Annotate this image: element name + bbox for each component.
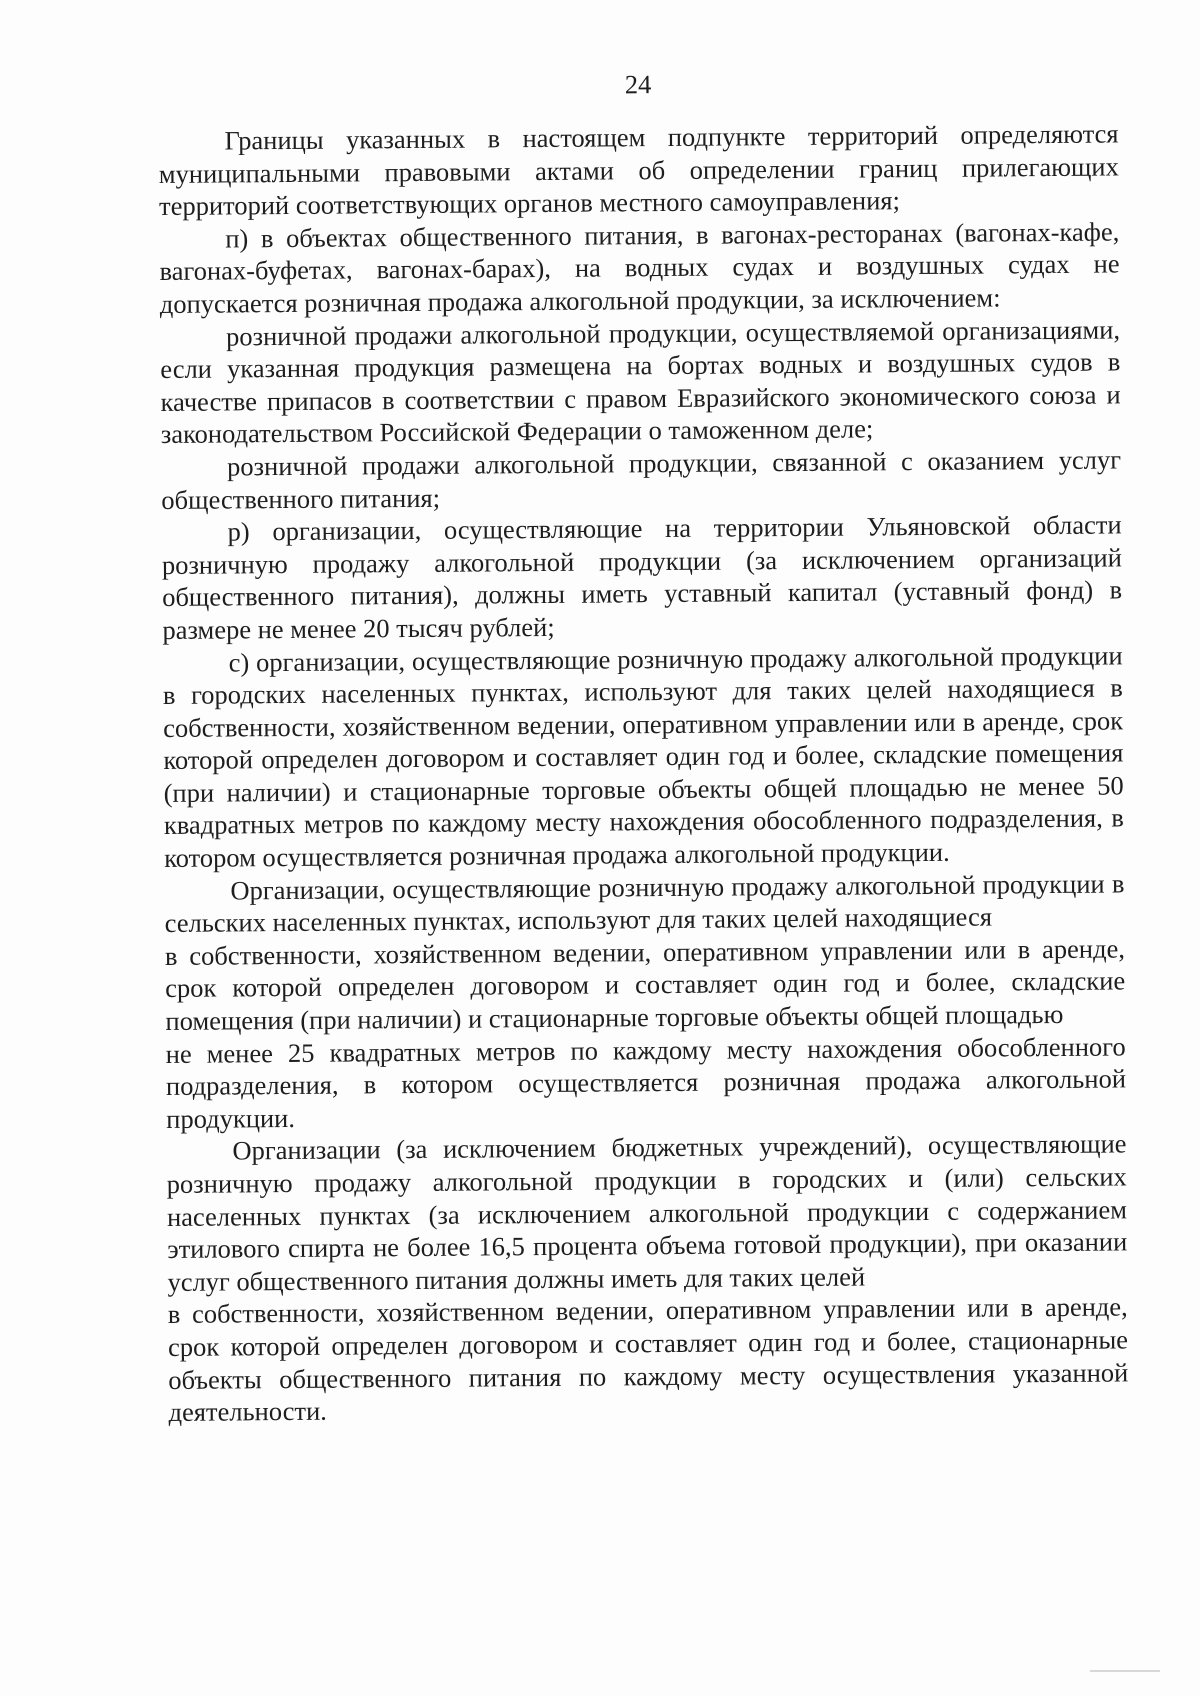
paragraph-rural-continuation-1: в собственности, хозяйственном ведении, оперативном управлении или в аренде, срок которой определен договором и составляет один год и более, складские помещения (при наличии) и стационарные торговые объекты общей площадью xyxy=(164,933,1126,1037)
page-content xyxy=(158,64,1129,1428)
paragraph-item-s: с) организации, осуществляющие розничную продажу алкогольной продукции в городских населенных пунктах, используют для таких целей находящиеся в собственности, хозяйственном ведении, оперативном управлении или в аренде, срок которой определен договором и составляет один год и более, складские помещения (при наличии) и стационарные торговые объекты общей площадью не менее 50 квадратных метров по каждому месту нахождения обособленного подразделения, в котором осуществляется розничная продажа алкогольной продукции. xyxy=(162,639,1125,874)
paragraph-catering-organizations: Организации (за исключением бюджетных учреждений), осуществляющие розничную продажу алкогольной продукции в городских и (или) сельских населенных пунктах (за исключением алкогольной продукции с содержанием этилового спирта не более 16,5 процента объема готовой продукции), при оказании услуг общественного питания должны иметь для таких целей xyxy=(166,1128,1128,1297)
scan-edge-mark xyxy=(1090,1670,1160,1672)
paragraph-catering-continuation: в собственности, хозяйственном ведении, оперативном управлении или в аренде, срок которой определен договором и составляет один год и более, стационарные объекты общественного питания по каждому месту осуществления указанной деятельности. xyxy=(167,1291,1129,1428)
paragraph-rural-organizations: Организации, осуществляющие розничную продажу алкогольной продукции в сельских населенных пунктах, используют для таких целей находящиеся xyxy=(164,868,1125,939)
page-number: 24 xyxy=(624,69,652,100)
paragraph-item-p: п) в объектах общественного питания, в вагонах-ресторанах (вагонах-кафе, вагонах-буфетах, вагонах-барах), на водных судах и воздушных судах не допускается розничная продажа алкогольной продукции, за исключением: xyxy=(159,216,1120,319)
paragraph-exception-catering: розничной продажи алкогольной продукции, связанной с оказанием услуг общественного питания; xyxy=(161,444,1122,515)
paragraph-exception-vessels: розничной продажи алкогольной продукции, осуществляемой организациями, если указанная продукция размещена на бортах водных и воздушных судов в качестве припасов в соответствии с правом Евразийского экономического союза и законодательством Российской Федерации о таможенном деле; xyxy=(160,314,1121,450)
paragraph-territory-borders: Границы указанных в настоящем подпункте территорий определяются муниципальными правовыми актами об определении границ прилегающих территорий соответствующих органов местного самоуправления; xyxy=(158,118,1119,222)
paragraph-item-r: р) организации, осуществляющие на территории Ульяновской области розничную продажу алкогольной продукции (за исключением организаций общественного питания), должны иметь уставный капитал (уставный фонд) в размере не менее 20 тысяч рублей; xyxy=(161,509,1123,645)
paragraph-rural-continuation-2: не менее 25 квадратных метров по каждому месту нахождения обособленного подразделения, в котором осуществляется розничная продажа алкогольной продукции. xyxy=(165,1031,1127,1134)
